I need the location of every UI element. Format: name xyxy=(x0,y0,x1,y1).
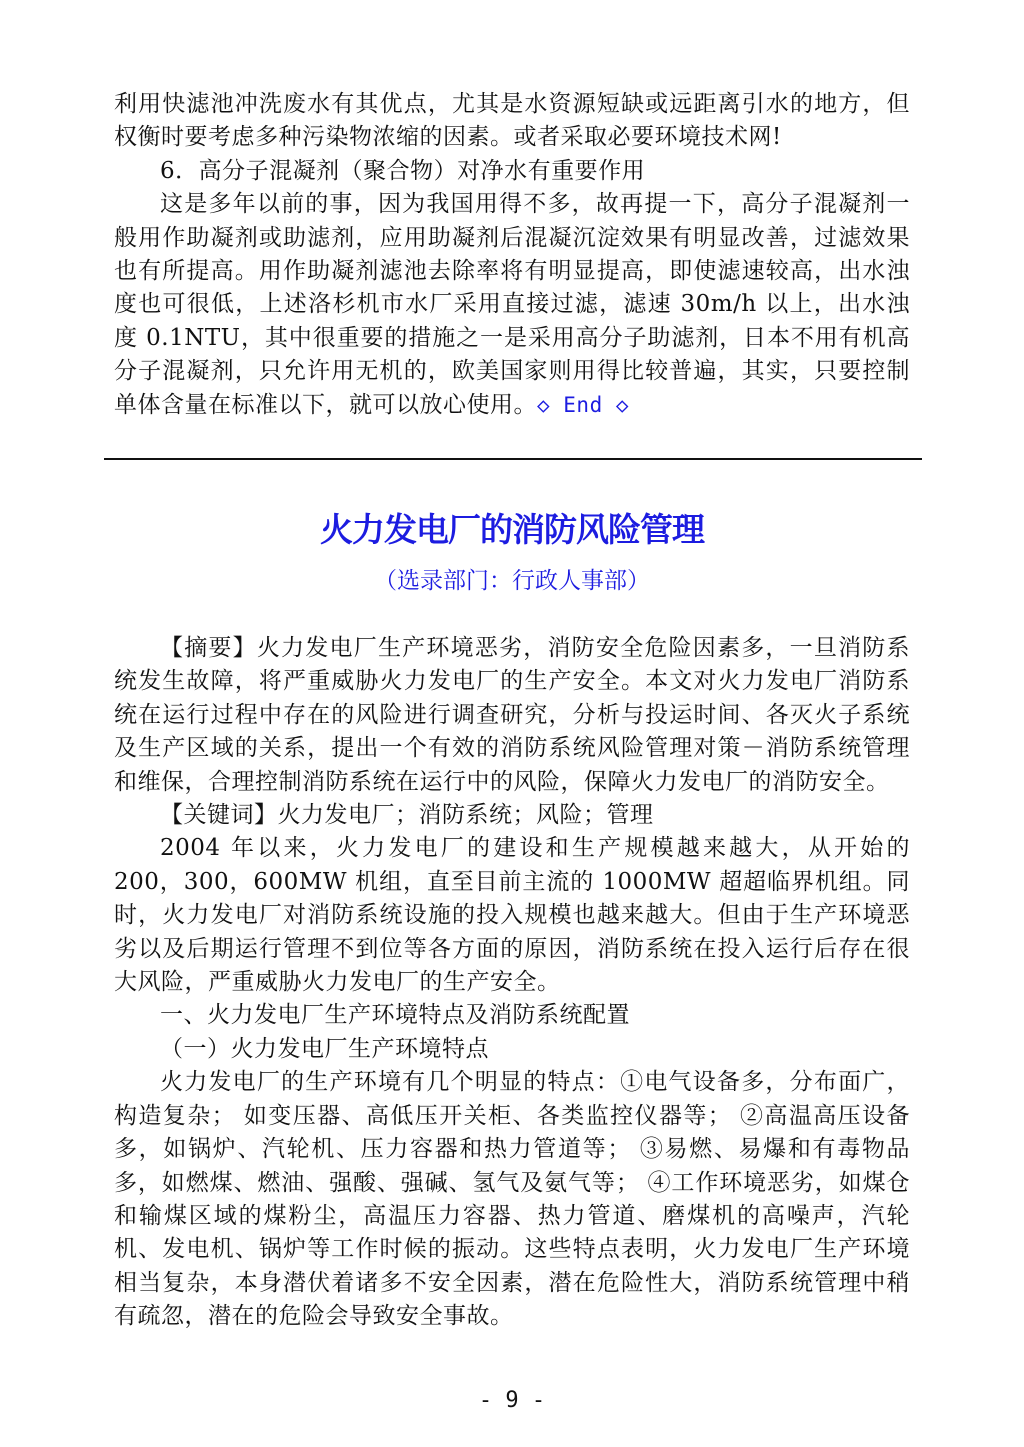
section-heading-1: 一、火力发电厂生产环境特点及消防系统配置 xyxy=(160,1002,630,1029)
article-divider xyxy=(104,458,922,460)
section-6-body xyxy=(114,188,910,422)
intro-paragraph: 2004 年以来，火力发电厂的建设和生产规模越来越大，从开始的 200，300，600MW 机组，直至目前主流的 1000MW 超超临界机组。同时，火力发电厂对消防系统设施的投入规模也越来越大。但由于生产环境恶劣以及后期运行管理不到位等各方面的原因，消防系统在投入运行后存在很大风险，严重威胁火力发电厂的生产安全。 xyxy=(114,835,910,996)
subsection-body-1-1: 火力发电厂的生产环境有几个明显的特点：①电气设备多，分布面广，构造复杂； 如变压器、高低压开关柜、各类监控仪器等； ②高温高压设备多，如锅炉、汽轮机、压力容器和热力管道等； ③易燃、易爆和有毒物品多，如燃煤、燃油、强酸、强碱、氢气及氨气等； ④工作环境恶劣，如煤仓和输煤区域的煤粉尘，高温压力容器、热力管道、磨煤机的高噪声，汽轮机、发电机、锅炉等工作时候的振动。这些特点表明，火力发电厂生产环境相当复杂，本身潜伏着诸多不安全因素，潜在危险性大，消防系统管理中稍有疏忽，潜在的危险会导致安全事故。 xyxy=(114,1069,910,1330)
section-6-heading: 6．高分子混凝剂（聚合物）对净水有重要作用 xyxy=(160,157,646,184)
abstract-paragraph: 【摘要】火力发电厂生产环境恶劣，消防安全危险因素多，一旦消防系统发生故障，将严重威胁火力发电厂的生产安全。本文对火力发电厂消防系统在运行过程中存在的风险进行调查研究，分析与投运时间、各灭火子系统及生产区域的关系，提出一个有效的消防系统风险管理对策－消防系统管理和维保，合理控制消防系统在运行中的风险，保障火力发电厂的消防安全。 xyxy=(114,635,910,795)
article-subtitle: （选录部门：行政人事部） xyxy=(374,568,650,594)
section-6-body-text: 这是多年以前的事，因为我国用得不多，故再提一下，高分子混凝剂一般用作助凝剂或助滤剂，应用助凝剂后混凝沉淀效果有明显改善，过滤效果也有所提高。用作助凝剂滤池去除率将有明显提高，即使滤速较高，出水浊度也可很低，上述洛杉机市水厂采用直接过滤，滤速 30m/h 以上，出水浊度 0.1NTU，其中很重要的措施之一是采用高分子助滤剂，日本不用有机高分子混凝剂，只允许用无机的，欧美国家则用得比较普遍，其实，只要控制单体含量在标准以下，就可以放心使用。 xyxy=(114,191,910,418)
article-title: 火力发电厂的消防风险管理 xyxy=(320,510,704,549)
page-number: - 9 - xyxy=(478,1388,546,1413)
previous-article-tail xyxy=(114,88,910,422)
keywords-paragraph: 【关键词】火力发电厂；消防系统；风险；管理 xyxy=(160,802,654,829)
continuation-paragraph: 利用快滤池冲洗废水有其优点，尤其是水资源短缺或远距离引水的地方，但权衡时要考虑多种污染物浓缩的因素。或者采取必要环境技术网! xyxy=(114,91,910,151)
end-marker: ◇ End ◇ xyxy=(537,392,630,417)
article-body xyxy=(114,632,910,1334)
subsection-heading-1-1: （一）火力发电厂生产环境特点 xyxy=(160,1035,489,1062)
